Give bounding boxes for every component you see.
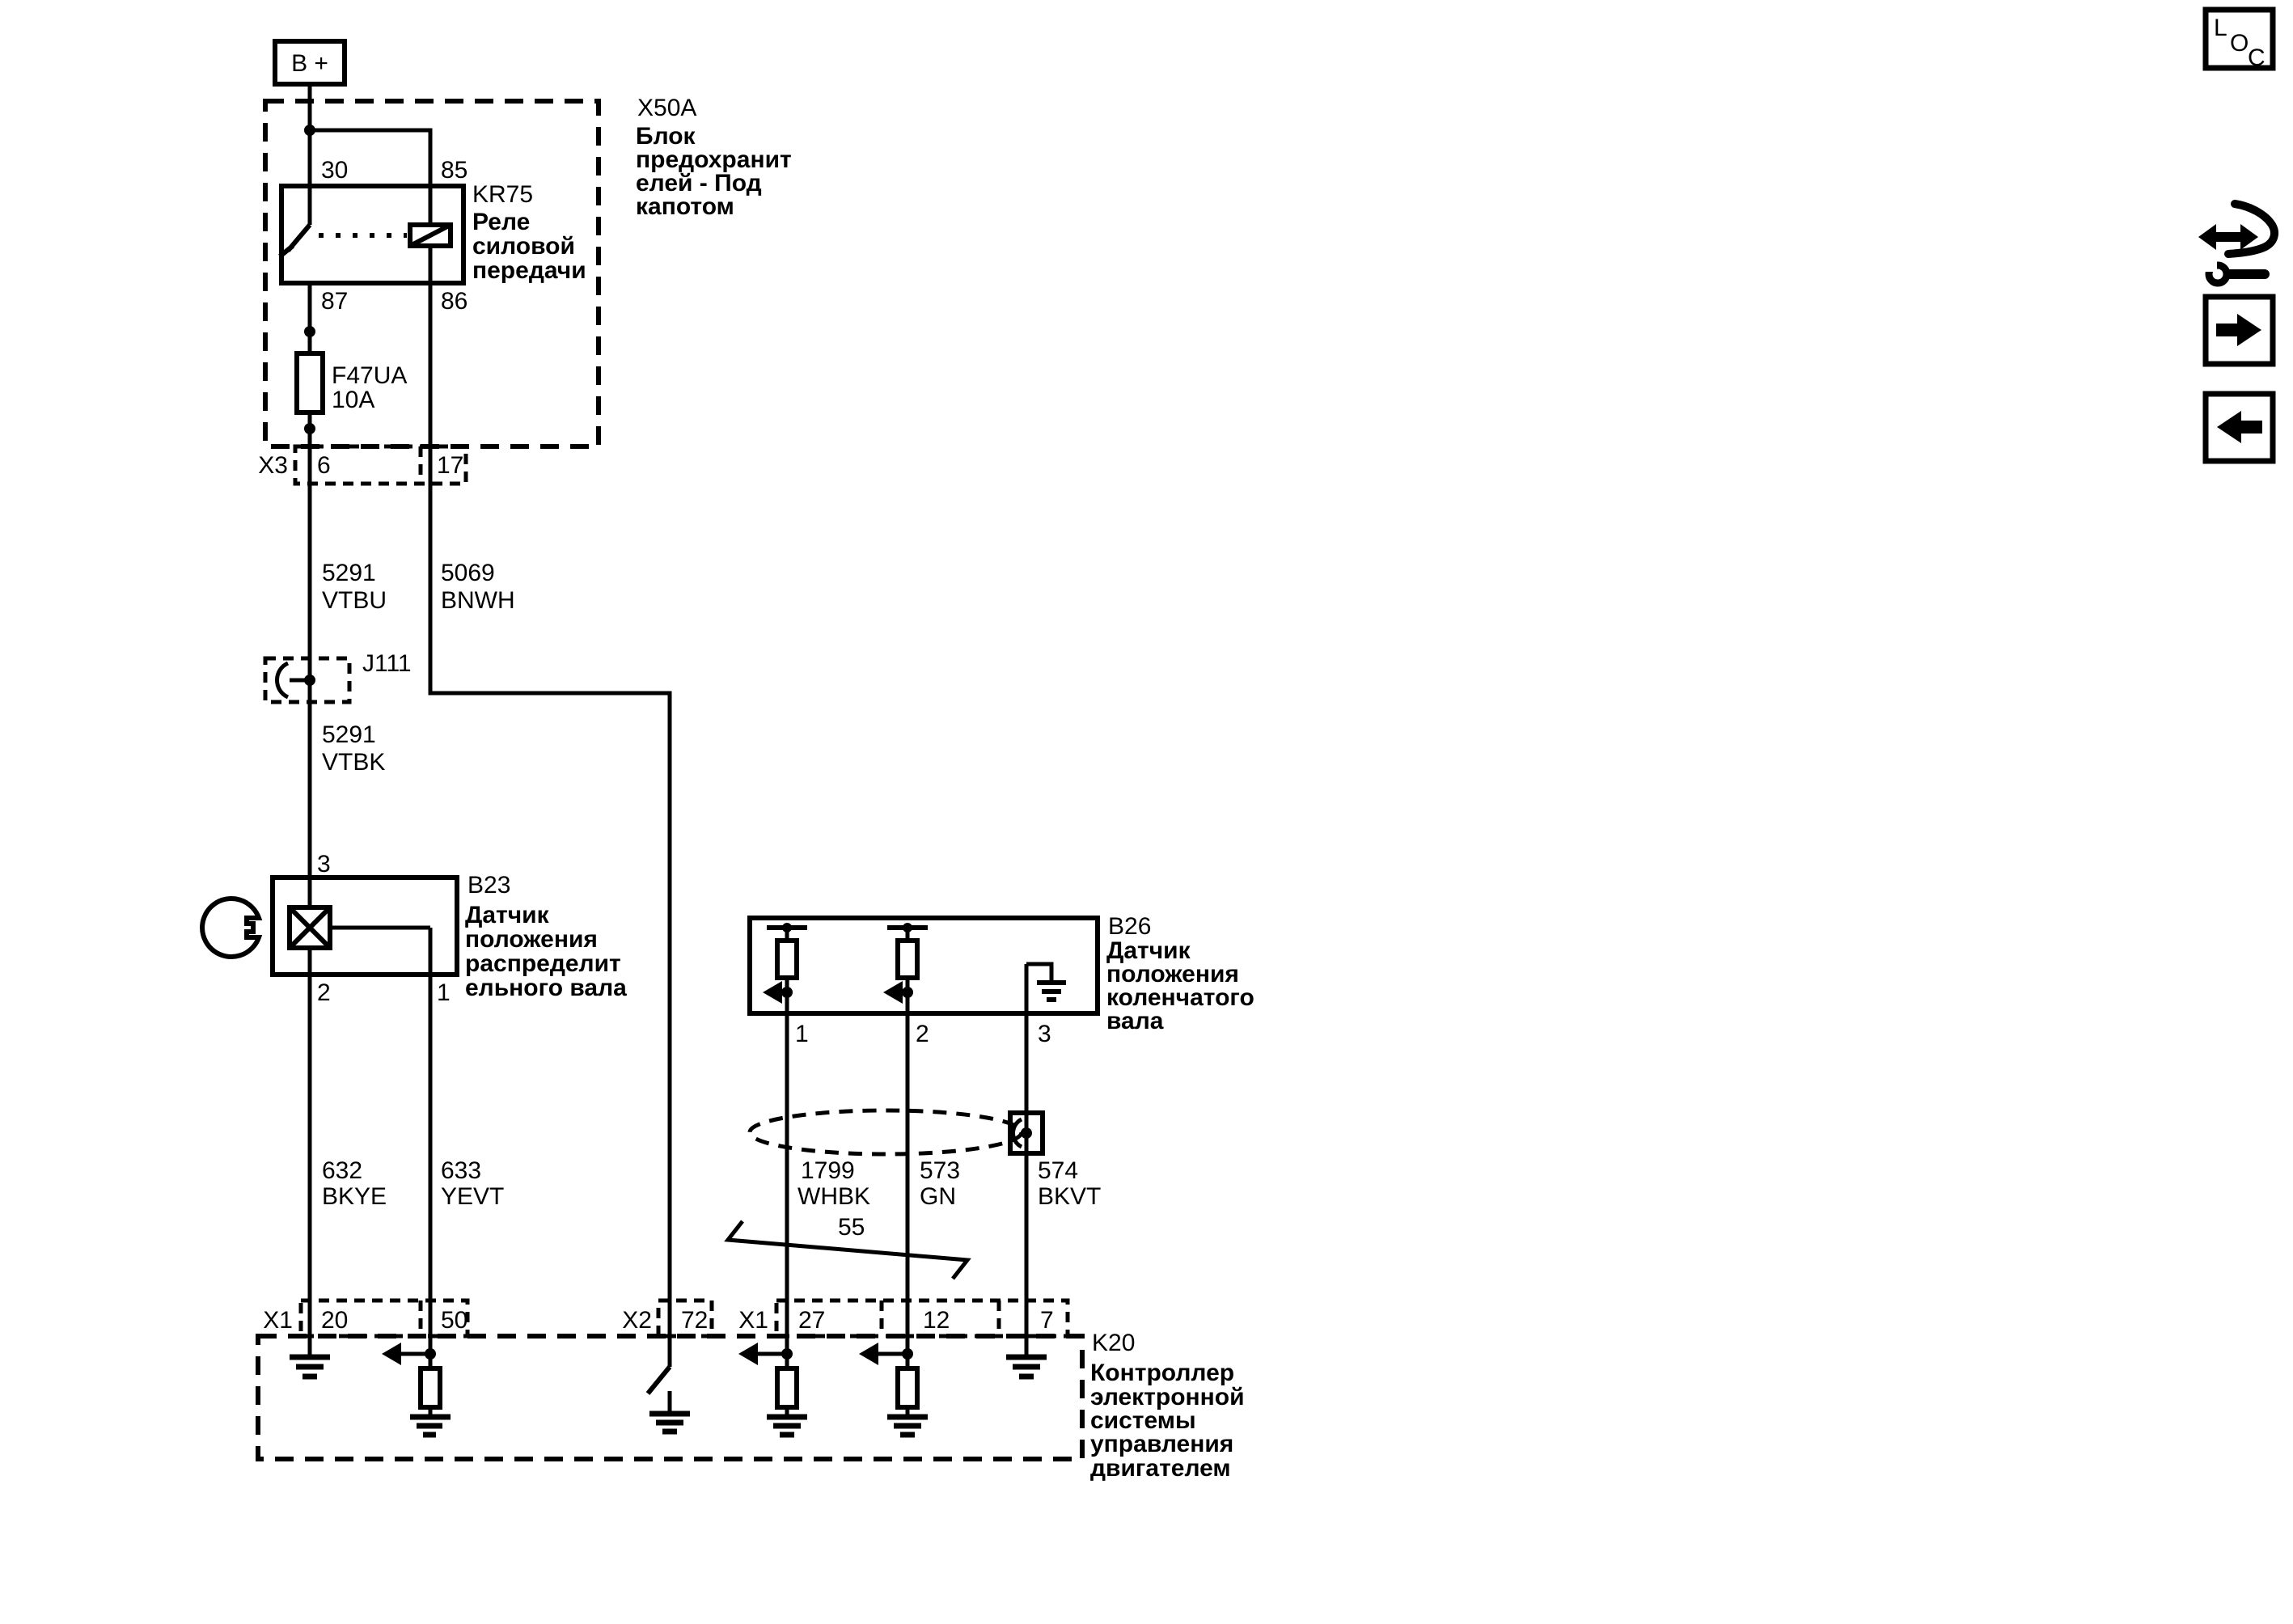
k20-resistor <box>898 1368 917 1407</box>
ground-icon <box>290 1357 330 1377</box>
prev-page-button[interactable] <box>2206 394 2273 461</box>
x50a-name-line4: капотом <box>636 193 734 220</box>
wire-5291-code: 5291 <box>322 560 376 586</box>
loc-letter-c: C <box>2248 44 2266 71</box>
kr75-pin86: 86 <box>441 288 468 315</box>
relay-switch-blade <box>280 225 310 256</box>
b23-name-line2: положения <box>465 926 598 953</box>
wire-574-color: BKVT <box>1038 1183 1102 1210</box>
wrench-handle-icon <box>2224 269 2270 279</box>
b26-pin3: 3 <box>1038 1021 1051 1047</box>
ground-icon <box>1006 1357 1047 1377</box>
x1-pin27: 27 <box>798 1307 826 1334</box>
relay-kr75 <box>280 84 586 315</box>
wire-1799-color: WHBK <box>797 1183 870 1210</box>
connector-x2 <box>622 1300 712 1336</box>
x1-pin20: 20 <box>321 1307 349 1334</box>
b23-name-line4: ельного вала <box>465 975 627 1001</box>
x2-label: X2 <box>622 1307 652 1334</box>
b23-name-line1: Датчик <box>465 902 549 928</box>
kr75-name-line1: Реле <box>472 209 531 235</box>
b23-element-x <box>290 907 330 948</box>
wire-5069-code: 5069 <box>441 560 495 586</box>
left-arrow-icon <box>2217 411 2241 443</box>
k20-switch-blade <box>648 1367 670 1394</box>
j111-id: J111 <box>362 650 412 677</box>
x2-pin72: 72 <box>681 1307 709 1334</box>
x50a-name-line2: предохранит <box>636 146 792 173</box>
b26-name-line1: Датчик <box>1106 937 1191 964</box>
splice-j111 <box>265 650 412 702</box>
k20-name-line5: двигателем <box>1090 1455 1231 1482</box>
x1-pin7: 7 <box>1040 1307 1054 1334</box>
wire-632-code: 632 <box>322 1157 363 1184</box>
ground-icon <box>767 1417 807 1435</box>
shield-splice-dot <box>1021 1127 1032 1139</box>
x1-pin50: 50 <box>441 1307 468 1334</box>
j111-splice-dot <box>304 675 315 686</box>
next-page-button[interactable] <box>2206 297 2273 364</box>
signal-arrow-icon <box>382 1343 401 1365</box>
b26-resistor-1 <box>777 941 797 978</box>
ground-icon <box>649 1414 690 1432</box>
b23-id: B23 <box>467 872 511 899</box>
junction-dot <box>304 423 315 434</box>
kr75-pin87: 87 <box>321 288 349 315</box>
k20-id: K20 <box>1092 1330 1136 1356</box>
junction-dot <box>304 326 315 337</box>
wire-573-code: 573 <box>920 1157 961 1184</box>
loc-button[interactable] <box>2206 10 2273 71</box>
wire-5069-color: BNWH <box>441 587 515 614</box>
k20-name-line4: управления <box>1090 1431 1234 1457</box>
kr75-pin30: 30 <box>321 157 349 184</box>
b23-pin1: 1 <box>437 979 451 1006</box>
f47ua-rating: 10A <box>332 387 375 413</box>
kr75-pin85: 85 <box>441 157 468 184</box>
x1-pin12: 12 <box>923 1307 950 1334</box>
ground-icon <box>887 1417 928 1435</box>
wire-1799-code: 1799 <box>801 1157 855 1184</box>
signal-arrow-icon <box>883 981 903 1004</box>
b26-resistor-2 <box>898 941 917 978</box>
x3-label: X3 <box>258 452 288 479</box>
k20-name-line3: системы <box>1090 1407 1196 1434</box>
sensor-b23 <box>202 851 627 1368</box>
k20-name-line2: электронной <box>1090 1384 1245 1410</box>
b26-pin2: 2 <box>916 1021 929 1047</box>
double-arrow-shaft <box>2211 232 2245 242</box>
left-arrow-shaft <box>2240 421 2262 433</box>
shield-ellipse <box>750 1110 1022 1154</box>
ground-icon <box>410 1417 451 1435</box>
connector-x1-left <box>263 1300 467 1336</box>
right-arrow-shaft <box>2216 324 2239 336</box>
kr75-name-line2: силовой <box>472 233 575 260</box>
signal-arrow-icon <box>738 1343 758 1365</box>
b26-pin1: 1 <box>795 1021 809 1047</box>
wire-5291-color: VTBU <box>322 587 387 614</box>
cable-shield <box>750 1110 1043 1154</box>
wire-574-code: 574 <box>1038 1157 1079 1184</box>
wire-573-color: GN <box>920 1183 956 1210</box>
x1-left-label: X1 <box>263 1307 293 1334</box>
b26-name-line4: вала <box>1106 1008 1164 1034</box>
b26-id: B26 <box>1108 913 1152 940</box>
battery-feed <box>275 41 345 84</box>
k20-name-line1: Контроллер <box>1090 1360 1235 1386</box>
kr75-id: KR75 <box>472 181 534 208</box>
x3-pin6: 6 <box>317 452 331 479</box>
wire-633-color: YEVT <box>441 1183 505 1210</box>
x1-right-label: X1 <box>738 1307 768 1334</box>
kr75-name-line3: передачи <box>472 257 586 284</box>
connector-x3 <box>258 446 466 484</box>
signal-arrow-icon <box>763 981 782 1004</box>
b23-pin3: 3 <box>317 851 331 878</box>
right-arrow-icon <box>2237 314 2261 346</box>
wire-5291b-color: VTBK <box>322 749 386 776</box>
k20-resistor <box>777 1368 797 1407</box>
camshaft-reluctor-icon <box>202 899 259 957</box>
wrench-jaw-gap <box>2205 261 2217 272</box>
f47ua-id: F47UA <box>332 362 408 389</box>
x50a-name-line1: Блок <box>636 123 696 150</box>
controller-k20 <box>258 1330 1245 1482</box>
loc-letter-o: O <box>2230 30 2249 57</box>
x50a-name-line3: елей - Под <box>636 170 762 197</box>
wire-633-code: 633 <box>441 1157 482 1184</box>
signal-arrow-icon <box>859 1343 878 1365</box>
wire-632-color: BKYE <box>322 1183 387 1210</box>
route-loop-icon <box>2228 204 2274 254</box>
loc-letter-l: L <box>2214 15 2227 41</box>
harness-55-label: 55 <box>838 1214 865 1241</box>
harness-tools-button[interactable] <box>2198 204 2274 283</box>
sensor-b26 <box>750 913 1254 1368</box>
wire-5291b-code: 5291 <box>322 721 376 748</box>
harness-marker-55 <box>728 1214 967 1279</box>
b26-internal-ground-icon <box>1037 983 1066 1000</box>
j111-hook <box>277 663 289 697</box>
b23-pin2: 2 <box>317 979 331 1006</box>
x3-pin17: 17 <box>437 452 464 479</box>
x50a-id: X50A <box>637 95 697 121</box>
b-plus-label: B + <box>291 50 328 77</box>
relay-coil-diagonal <box>410 225 451 246</box>
double-arrow-left-head <box>2198 224 2216 250</box>
k20-resistor <box>421 1368 440 1407</box>
b26-name-line3: коленчатого <box>1106 984 1254 1011</box>
b23-name-line3: распределит <box>465 950 621 977</box>
b26-name-line2: положения <box>1106 961 1239 988</box>
fuse-symbol <box>297 353 323 412</box>
double-arrow-right-head <box>2240 224 2258 250</box>
